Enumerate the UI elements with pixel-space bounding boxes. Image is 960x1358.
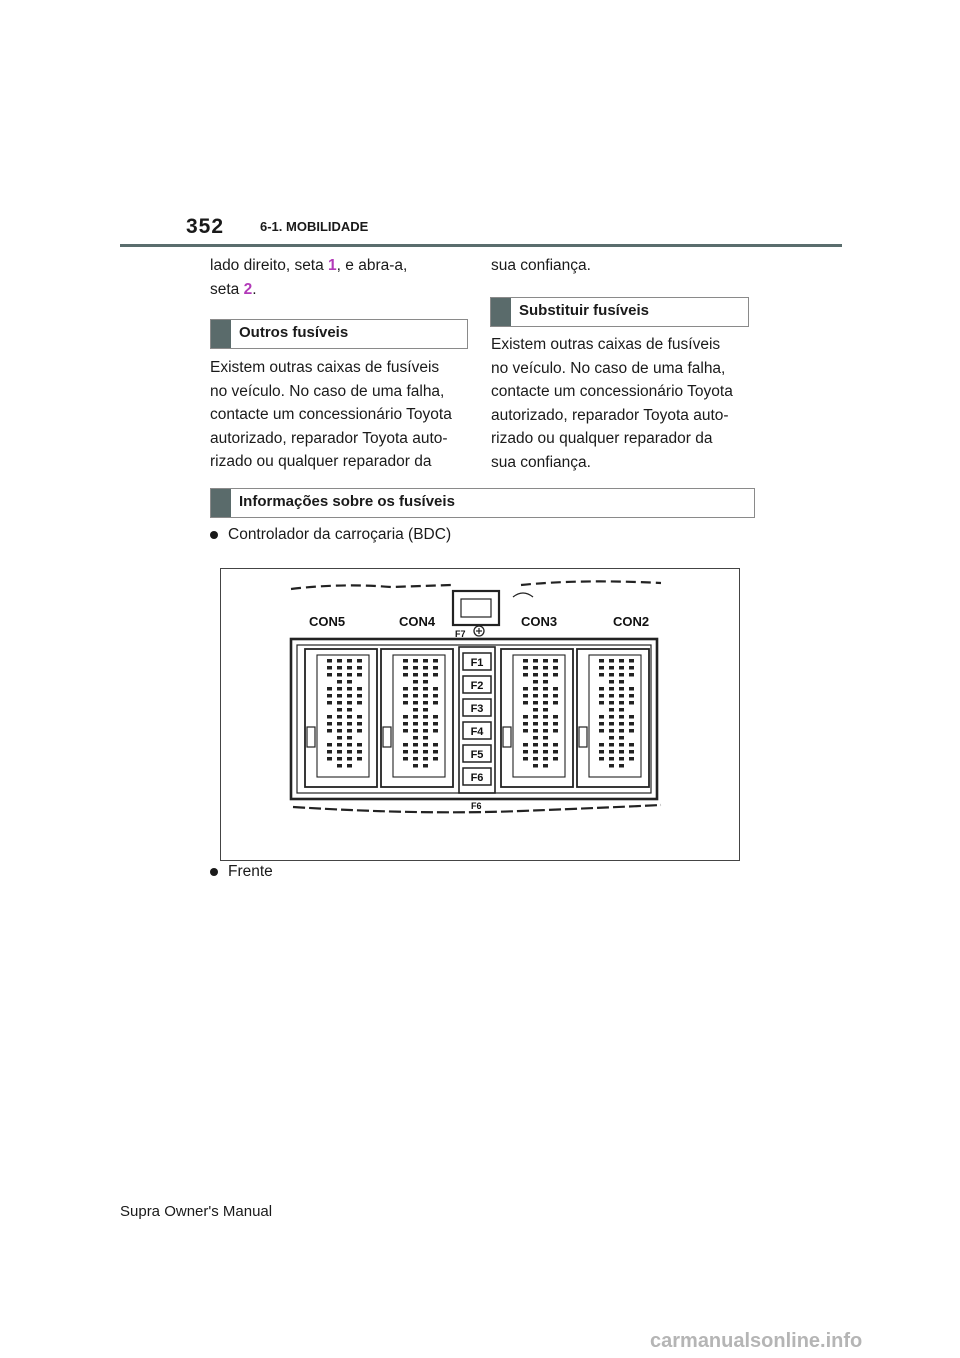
connector-pin [609, 764, 614, 768]
connector-pin [337, 722, 342, 726]
connector-pin [599, 659, 604, 663]
connector-pin [609, 708, 614, 712]
connector-pin [629, 729, 634, 733]
connector-pin [423, 729, 428, 733]
connector-pin [629, 694, 634, 698]
connector-pin [347, 729, 352, 733]
connector-pin [523, 687, 528, 691]
connector-pin [337, 694, 342, 698]
connector-pin [629, 659, 634, 663]
bullet-text: Controlador da carroçaria (BDC) [228, 526, 452, 543]
bullet-dot-icon [210, 868, 218, 876]
connector-pin [347, 673, 352, 677]
connector-pin [403, 694, 408, 698]
connector-pin [629, 743, 634, 747]
connector-pin [523, 722, 528, 726]
connector-pin [609, 743, 614, 747]
connector-pin [533, 743, 538, 747]
connector-pin [523, 715, 528, 719]
connector-pin [553, 757, 558, 761]
connector-pin [553, 659, 558, 663]
connector-pin [347, 743, 352, 747]
connector-pin [403, 750, 408, 754]
connector-pin [403, 687, 408, 691]
connector-pin [433, 729, 438, 733]
connector-pin [523, 743, 528, 747]
page-number: 352 [186, 215, 225, 238]
connector-pin [337, 687, 342, 691]
connector-pin [413, 722, 418, 726]
connector-pin [357, 666, 362, 670]
connector-pin [609, 715, 614, 719]
connector-pin [553, 687, 558, 691]
connector-pin [533, 659, 538, 663]
connector-pin [423, 757, 428, 761]
section-title: 6-1. MOBILIDADE [260, 219, 369, 234]
connector-pin [413, 659, 418, 663]
connector-pin [609, 687, 614, 691]
paragraph-line: no veículo. No caso de uma falha, [491, 359, 726, 377]
connector-pin [327, 701, 332, 705]
connector-pin [619, 729, 624, 733]
connector-pin [599, 673, 604, 677]
connector-pin [609, 680, 614, 684]
connector-pin [553, 701, 558, 705]
paragraph-line: rizado ou qualquer reparador da [491, 430, 713, 447]
connector-pin [327, 694, 332, 698]
connector-pin [413, 764, 418, 768]
connector-pin [553, 722, 558, 726]
connector-pin [523, 701, 528, 705]
intro-text [210, 254, 407, 301]
connector-pin [533, 736, 538, 740]
connector-pin [543, 757, 548, 761]
connector-pin [533, 715, 538, 719]
connector-pin [629, 666, 634, 670]
connector-pin [533, 666, 538, 670]
intro-text-part: lado direito, seta [210, 257, 329, 274]
connector-pin [543, 701, 548, 705]
connector-pin [413, 673, 418, 677]
connector-pin [543, 666, 548, 670]
connector-pin [599, 687, 604, 691]
connector-pin [357, 659, 362, 663]
box-marker [211, 320, 231, 348]
connector-pin [523, 659, 528, 663]
connector-pin [619, 687, 624, 691]
connector-pin [337, 680, 342, 684]
section-box-substituir-fusiveis [490, 297, 749, 327]
connector-label-con4: CON4 [399, 614, 436, 629]
connector-pin [357, 701, 362, 705]
connector-pin [629, 701, 634, 705]
connector-pin [347, 722, 352, 726]
connector-pin [347, 680, 352, 684]
connector-pin [553, 743, 558, 747]
connector-pin [337, 736, 342, 740]
connector-pin [523, 694, 528, 698]
connector-pin [403, 722, 408, 726]
connector-pin [523, 666, 528, 670]
connector-pin [327, 743, 332, 747]
connector-pin [403, 729, 408, 733]
right-paragraph [491, 333, 733, 474]
connector-pin [403, 715, 408, 719]
fuse-box-drawing [221, 569, 739, 860]
connector-pin [403, 673, 408, 677]
connector-pin [413, 687, 418, 691]
connector-pin [599, 729, 604, 733]
connector-pin [413, 750, 418, 754]
connector-pin [609, 736, 614, 740]
bullet-dot-icon [210, 531, 218, 539]
connector-pin [413, 729, 418, 733]
paragraph-line: Existem outras caixas de fusíveis [210, 359, 440, 376]
connector-pin [433, 659, 438, 663]
connector-label-con3: CON3 [521, 614, 558, 629]
connector-pin [543, 722, 548, 726]
connector-pin [413, 736, 418, 740]
connector-pin [423, 722, 428, 726]
connector-pin [357, 750, 362, 754]
connector-pin [337, 757, 342, 761]
connector-pin [347, 715, 352, 719]
connector-pin [619, 701, 624, 705]
connector-pin [543, 659, 548, 663]
connector-pin [433, 757, 438, 761]
connector-pin [347, 708, 352, 712]
paragraph-line: Existem outras caixas de fusíveis [491, 336, 721, 353]
connector-pin [423, 680, 428, 684]
connector-pin [609, 757, 614, 761]
bullet-text: Frente [228, 863, 273, 880]
connector-pin [327, 673, 332, 677]
bullet-item [210, 863, 273, 881]
connector-pin [523, 757, 528, 761]
paragraph-line: sua confiança. [491, 453, 591, 471]
connector-pin [403, 701, 408, 705]
connector-pin [533, 708, 538, 712]
connector-pin [357, 743, 362, 747]
connector-pin [403, 743, 408, 747]
paragraph-line: no veículo. No caso de uma falha, [210, 382, 445, 400]
connector-pin [619, 743, 624, 747]
connector-pin [533, 757, 538, 761]
fuse-label: F3 [470, 703, 484, 715]
connector-pin [609, 666, 614, 670]
connector-pin [403, 666, 408, 670]
section-box-informacoes [210, 488, 755, 518]
arrow-number-1: 1 [328, 257, 337, 274]
connector-pin [423, 743, 428, 747]
connector-pin [599, 694, 604, 698]
connector-pin [423, 715, 428, 719]
connector-pin [553, 694, 558, 698]
connector-pin [423, 666, 428, 670]
connector-pin [543, 736, 548, 740]
connector-pin [543, 729, 548, 733]
connector-pin [553, 729, 558, 733]
footer-text: Supra Owner's Manual [120, 1203, 273, 1220]
connector-pin [347, 687, 352, 691]
connector-pin [403, 659, 408, 663]
connector-pin [609, 701, 614, 705]
connector-pin [337, 764, 342, 768]
fuse-label: F4 [470, 726, 484, 738]
connector-pin [599, 715, 604, 719]
connector-pin [533, 701, 538, 705]
connector-pin [629, 722, 634, 726]
connector-pin [543, 743, 548, 747]
connector-pin [599, 757, 604, 761]
bullet-item [210, 526, 451, 544]
connector-pin [337, 666, 342, 670]
box-marker [211, 489, 231, 517]
connector-pin [599, 666, 604, 670]
connector-pin [553, 750, 558, 754]
connector-pin [533, 673, 538, 677]
connector-pin [347, 736, 352, 740]
connector-pin [619, 715, 624, 719]
connector-pin [433, 694, 438, 698]
fuse-slots [463, 653, 491, 785]
connector-pin [423, 736, 428, 740]
connector-pin [327, 757, 332, 761]
connector-pin [619, 694, 624, 698]
connector-pin [619, 708, 624, 712]
connector-pin [629, 673, 634, 677]
connector-pin [629, 750, 634, 754]
connector-pin [347, 666, 352, 670]
connector-pin [533, 680, 538, 684]
connector-pin [523, 673, 528, 677]
connector-pin [423, 701, 428, 705]
connector-pin [609, 673, 614, 677]
box-marker [491, 298, 511, 326]
connector-pin [599, 743, 604, 747]
connector-pin [357, 722, 362, 726]
connector-pin [423, 673, 428, 677]
fuse-box-diagram [220, 568, 740, 861]
connector-pin [619, 757, 624, 761]
connector-pin [433, 673, 438, 677]
connector-pin [413, 715, 418, 719]
connector-pin [337, 743, 342, 747]
connector-pin [619, 666, 624, 670]
connector-pin [533, 729, 538, 733]
connector-pin [543, 694, 548, 698]
connector-pin [609, 729, 614, 733]
intro-text-part: . [252, 280, 257, 298]
connector-pin [347, 764, 352, 768]
connector-pin [543, 764, 548, 768]
fuse-label: F1 [470, 657, 484, 669]
connector-pin [619, 680, 624, 684]
connector-pin [433, 701, 438, 705]
connector-pin [619, 736, 624, 740]
box-title: Outros fusíveis [239, 323, 349, 341]
connector-pin [533, 687, 538, 691]
connector-pin [347, 701, 352, 705]
bottom-fuse-label: F6 [471, 801, 482, 811]
fuse-label: F5 [470, 749, 484, 761]
connector-pin [327, 750, 332, 754]
connector-pin [413, 743, 418, 747]
connector-pin [619, 764, 624, 768]
header-rule [120, 244, 842, 247]
connector-pin [599, 750, 604, 754]
connector-pin [543, 680, 548, 684]
paragraph-line: contacte um concessionário Toyota [491, 383, 733, 400]
connector-pin [433, 743, 438, 747]
connector-pin [543, 715, 548, 719]
connector-pin [347, 659, 352, 663]
connector-pin [337, 673, 342, 677]
connector-pin [433, 715, 438, 719]
connector-pin [347, 694, 352, 698]
fuse-label: F2 [470, 680, 484, 692]
connector-pin [357, 694, 362, 698]
connector-pin [327, 729, 332, 733]
box-title: Informações sobre os fusíveis [239, 492, 455, 510]
connector-pin [543, 673, 548, 677]
connector-pin [609, 659, 614, 663]
connector-pin [609, 750, 614, 754]
connector-pin [413, 701, 418, 705]
connector-pin [337, 659, 342, 663]
connector-pin [543, 708, 548, 712]
connector-pin [337, 701, 342, 705]
connector-pin [599, 701, 604, 705]
connector-pin [337, 729, 342, 733]
continued-text: sua confiança. [491, 257, 591, 274]
paragraph-line: rizado ou qualquer reparador da [210, 453, 432, 470]
paragraph-line: contacte um concessionário Toyota [210, 406, 452, 423]
connector-pin [433, 722, 438, 726]
connector-pin [533, 764, 538, 768]
connector-pin [543, 687, 548, 691]
box-title: Substituir fusíveis [519, 301, 650, 319]
intro-text-part: , e abra-a, [336, 257, 408, 274]
connector-pin [619, 750, 624, 754]
connector-pin [413, 666, 418, 670]
connector-pin [553, 666, 558, 670]
connector-pin [609, 722, 614, 726]
connector-pin [357, 687, 362, 691]
connector-label-con5: CON5 [309, 614, 346, 629]
section-box-outros-fusiveis [210, 319, 468, 349]
connector-pin [629, 715, 634, 719]
connector-pin [327, 715, 332, 719]
intro-text-part: seta [210, 280, 244, 298]
connector-pin [619, 659, 624, 663]
connector-pin [413, 694, 418, 698]
watermark: carmanualsonline.info [650, 1330, 863, 1352]
connector-pin [433, 666, 438, 670]
connector-pin [347, 750, 352, 754]
connector-pin [533, 694, 538, 698]
connector-pin [619, 722, 624, 726]
connector-pin [327, 666, 332, 670]
connector-pin [327, 722, 332, 726]
connector-pin [523, 729, 528, 733]
connector-pin [629, 757, 634, 761]
connector-pin [433, 750, 438, 754]
connector-pin [523, 750, 528, 754]
connector-pin [553, 673, 558, 677]
connector-pin [357, 673, 362, 677]
paragraph-line: autorizado, reparador Toyota auto- [210, 429, 448, 447]
connector-pin [423, 687, 428, 691]
connector-pin [413, 708, 418, 712]
connector-pin [533, 750, 538, 754]
connector-pin [609, 694, 614, 698]
connector-pin [629, 687, 634, 691]
connector-pin [347, 757, 352, 761]
connector-pin [337, 750, 342, 754]
connector-pin [553, 715, 558, 719]
connector-label-con2: CON2 [613, 614, 650, 629]
connector-pin [423, 750, 428, 754]
connector-pin [423, 708, 428, 712]
connector-pin [423, 694, 428, 698]
left-paragraph [210, 356, 452, 474]
connector-pin [337, 715, 342, 719]
connector-pin [423, 659, 428, 663]
connector-pin [357, 757, 362, 761]
connector-pin [357, 729, 362, 733]
top-fuse-label: F7 [455, 629, 466, 639]
connector-pin [327, 659, 332, 663]
connector-pin [599, 722, 604, 726]
paragraph-line: autorizado, reparador Toyota auto- [491, 406, 729, 424]
fuse-label: F6 [470, 772, 484, 784]
connector-pin [403, 757, 408, 761]
connector-pin [533, 722, 538, 726]
connector-pin [543, 750, 548, 754]
connector-pin [423, 764, 428, 768]
connector-pin [433, 687, 438, 691]
connector-pin [413, 757, 418, 761]
connector-pin [337, 708, 342, 712]
connector-pin [357, 715, 362, 719]
connector-pin [619, 673, 624, 677]
arrow-number-2: 2 [243, 280, 253, 298]
connector-pin [327, 687, 332, 691]
connector-pin [413, 680, 418, 684]
